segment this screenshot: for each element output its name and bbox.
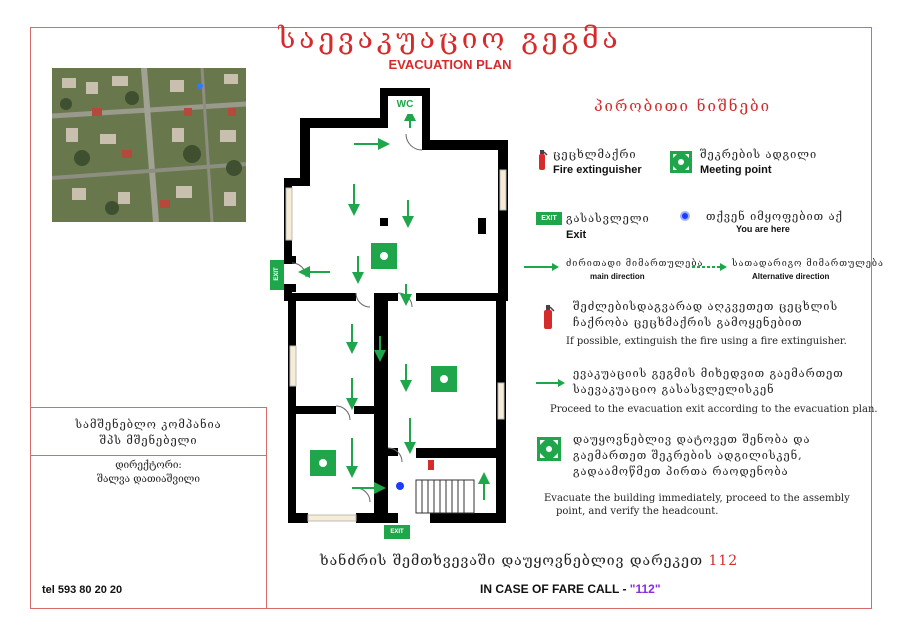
fire-extinguisher-instruction-icon — [541, 304, 555, 330]
instruction-fire-en: If possible, extinguish the fire using a fire extinguisher. — [566, 336, 847, 347]
legend-alt-direction-en: Alternative direction — [752, 272, 830, 281]
instruction-proceed-ge-2: საევაკუაციო გასასვლელისკენ — [573, 383, 775, 396]
wc-label: WC — [396, 99, 414, 110]
legend-main-direction-en: main direction — [590, 272, 645, 281]
emergency-call-ge-text: ხანძრის შემთხვევაში დაუყოვნებლივ დარეკეთ — [320, 553, 704, 569]
exit-sign-bottom-label: EXIT — [390, 529, 404, 535]
instruction-fire-ge-1: შეძლებისდაგვარად აღკვეთეთ ცეცხლის — [573, 300, 839, 313]
legend-you-are-here-ge: თქვენ იმყოფებით აქ — [706, 210, 843, 223]
emergency-call-ge-number: 112 — [708, 553, 739, 569]
director-label: დირექტორი: — [115, 460, 182, 471]
instruction-evac-ge-2: გაემართეთ შეკრების ადგილისკენ, — [573, 449, 803, 462]
meeting-point-instruction-icon — [537, 437, 561, 461]
meeting-point-icon — [670, 151, 692, 173]
legend-fire-extinguisher-ge: ცეცხლმაქრი — [553, 148, 637, 161]
emergency-call-en-number: "112" — [629, 582, 661, 596]
title-georgian: საევაკუაციო გეგმა — [278, 22, 622, 55]
proceed-arrow-icon — [536, 375, 566, 385]
legend-you-are-here-en: You are here — [736, 224, 790, 234]
legend-alt-direction-ge: სათადარიგო მიმართულება — [732, 259, 884, 269]
company-phone: tel 593 80 20 20 — [42, 584, 123, 596]
floor-plan — [270, 88, 520, 543]
legend-meeting-point-ge: შეკრების ადგილი — [700, 148, 818, 161]
alternative-direction-arrow-icon — [692, 259, 728, 269]
instruction-evac-ge-1: დაუყოვნებლივ დატოვეთ შენობა და — [573, 433, 811, 446]
exit-sign-legend — [536, 212, 562, 225]
legend-main-direction-ge: ძირითადი მიმართულება — [566, 259, 704, 269]
exit-sign-legend-label: EXIT — [541, 215, 557, 222]
legend-meeting-point-en: Meeting point — [700, 164, 772, 176]
emergency-call-en — [480, 582, 661, 596]
legend-title: პირობითი ნიშნები — [594, 97, 771, 115]
legend-exit-ge: გასასვლელი — [566, 212, 650, 225]
exit-sign-left-label: EXIT — [274, 267, 280, 281]
main-direction-arrow-icon — [524, 259, 560, 269]
you-are-here-icon — [680, 211, 690, 221]
company-name-line2: შპს მშენებელი — [99, 434, 198, 447]
legend-fire-extinguisher-en: Fire extinguisher — [553, 164, 642, 176]
company-info — [30, 407, 267, 609]
instruction-evac-ge-3: გადაამოწმეთ პირთა რაოდენობა — [573, 465, 789, 478]
director-name: შალვა დათიაშვილი — [97, 474, 200, 485]
emergency-call-ge — [320, 553, 880, 569]
fire-extinguisher-icon — [536, 149, 548, 171]
emergency-call-en-text: IN CASE OF FARE CALL - — [480, 582, 630, 596]
instruction-evac-en-2: point, and verify the headcount. — [556, 506, 719, 517]
instruction-evac-en-1: Evacuate the building immediately, proceed to the assembly — [544, 493, 850, 504]
instruction-fire-ge-2: ჩაქრობა ცეცხმაქრის გამოყენებით — [573, 316, 803, 329]
company-divider — [30, 455, 266, 456]
title-english: EVACUATION PLAN — [388, 57, 512, 72]
instruction-proceed-en: Proceed to the evacuation exit according to the evacuation plan. — [550, 404, 878, 415]
legend-exit-en: Exit — [566, 229, 587, 241]
exit-sign-bottom — [384, 525, 410, 539]
company-name-line1: სამშენებლო კომპანია — [75, 418, 222, 431]
satellite-map-image — [52, 68, 246, 222]
instruction-proceed-ge-1: ევაკუაციის გეგმის მიხედვით გაემართეთ — [573, 367, 844, 380]
exit-sign-left — [270, 260, 284, 290]
